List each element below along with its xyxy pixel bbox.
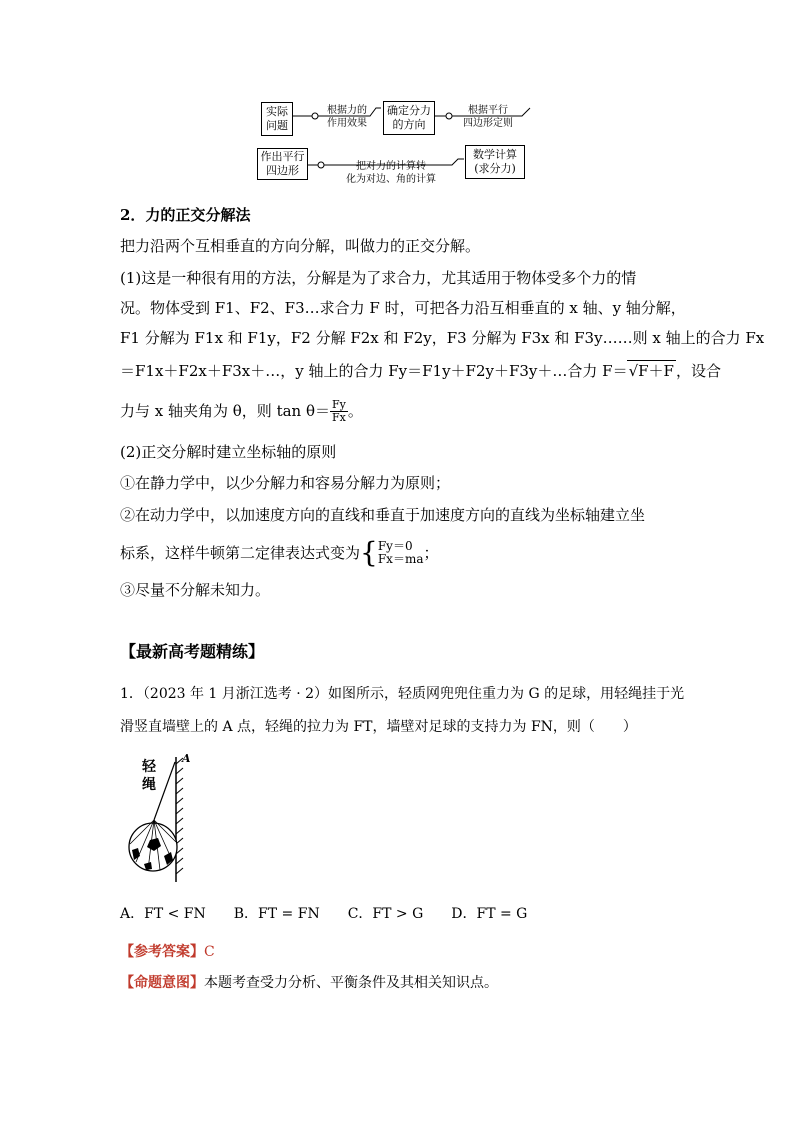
- paragraph-1-line-4: [120, 360, 721, 381]
- flow-box-determine-direction: 确定分力 的方向: [383, 101, 435, 135]
- left-brace: {: [360, 536, 378, 569]
- figure-drawing: [120, 752, 192, 887]
- text-continue: ，设合: [675, 362, 721, 380]
- rule-2-line-2: [120, 537, 439, 569]
- rule-2-text: 标系，这样牛顿第二定律表达式变为: [120, 544, 361, 562]
- rule-3: ③尽量不分解未知力。: [120, 581, 271, 599]
- point-a-label: A: [182, 752, 191, 765]
- wall-hatching: [176, 758, 183, 874]
- fraction-numerator: Fy: [332, 397, 346, 411]
- paragraph-2-title: (2)正交分解时建立坐标轴的原则: [120, 443, 337, 461]
- paragraph-1-line-3: F1 分解为 F1x 和 F1y，F2 分解 F2x 和 F2y，F3 分解为 F3x 和 F3y……则 x 轴上的合力 Fx: [120, 329, 765, 347]
- answer-label: 【参考答案】: [120, 944, 204, 960]
- semicolon: ；: [423, 544, 439, 562]
- intent-label: 【命题意图】: [120, 975, 204, 991]
- connector-node: [318, 162, 324, 168]
- equation-2: Fx＝ma: [377, 552, 424, 566]
- paragraph-1-line-2: 况。物体受到 F1、F2、F3…求合力 F 时，可把各力沿互相垂直的 x 轴、y 轴分解，: [120, 299, 686, 317]
- sqrt-expression: √F＋F: [628, 362, 674, 380]
- flow-box-draw-parallelogram: 作出平行 四边形: [257, 148, 308, 180]
- reference-answer: [120, 942, 215, 962]
- exam-heading: 【最新高考题精练】: [120, 642, 265, 661]
- answer-value: C: [204, 944, 215, 960]
- flow-box-actual-problem: 实际 问题: [261, 102, 293, 136]
- section-heading: 2．力的正交分解法: [120, 206, 251, 224]
- flow-label-effect: 根据力的 作用效果: [327, 105, 367, 129]
- flow-label-parallelogram-rule: 根据平行 四边形定则: [463, 105, 513, 129]
- answer-choices: A．FT < FN B．FT = FN C．FT > G D．FT = G: [120, 906, 528, 922]
- tan-fraction: [330, 399, 348, 424]
- period: 。: [347, 402, 363, 420]
- paragraph-1-line-1: (1)这是一种很有用的方法，分解是为了求合力，尤其适用于物体受多个力的情: [120, 269, 637, 287]
- rope-line: [154, 762, 175, 820]
- rule-1: ①在静力学中，以少分解力和容易分解力为原则；: [120, 474, 451, 492]
- question-1-line-1: 1．（2023 年 1 月浙江选考 · 2）如图所示，轻质网兜兜住重力为 G 的足球，用轻绳挂于光: [120, 686, 685, 702]
- rule-2-line-1: ②在动力学中，以加速度方向的直线和垂直于加速度方向的直线为坐标轴建立坐: [120, 506, 646, 524]
- connector-node: [446, 113, 452, 119]
- section-intro: 把力沿两个互相垂直的方向分解，叫做力的正交分解。: [120, 237, 481, 255]
- flow-label-convert-calculation: 把对力的计算转 化为对边、角的计算: [346, 161, 436, 185]
- soccer-ball-figure: [120, 752, 192, 887]
- connector-node: [312, 113, 318, 119]
- flow-box-math-calc: 数学计算 (求分力): [465, 145, 525, 179]
- question-1-line-2: 滑竖直墙壁上的 A 点，轻绳的拉力为 FT，墙壁对足球的支持力为 FN，则（ ）: [120, 719, 637, 735]
- rope-label: 轻 绳: [142, 759, 156, 793]
- equation-1: Fy＝0: [377, 539, 413, 553]
- paragraph-1-line-5: [120, 397, 363, 425]
- fraction-denominator: Fx: [332, 410, 346, 424]
- equation-system: [360, 536, 424, 569]
- question-intent: [120, 973, 498, 993]
- tan-text: 力与 x 轴夹角为 θ，则 tan θ＝: [120, 402, 330, 420]
- sqrt-content: F＋F: [638, 362, 674, 380]
- formula-sum: ＝F1x＋F2x＋F3x＋…，y 轴上的合力 Fy＝F1y＋F2y＋F3y＋…合力 F＝: [120, 362, 628, 380]
- intent-text: 本题考查受力分析、平衡条件及其相关知识点。: [204, 975, 498, 991]
